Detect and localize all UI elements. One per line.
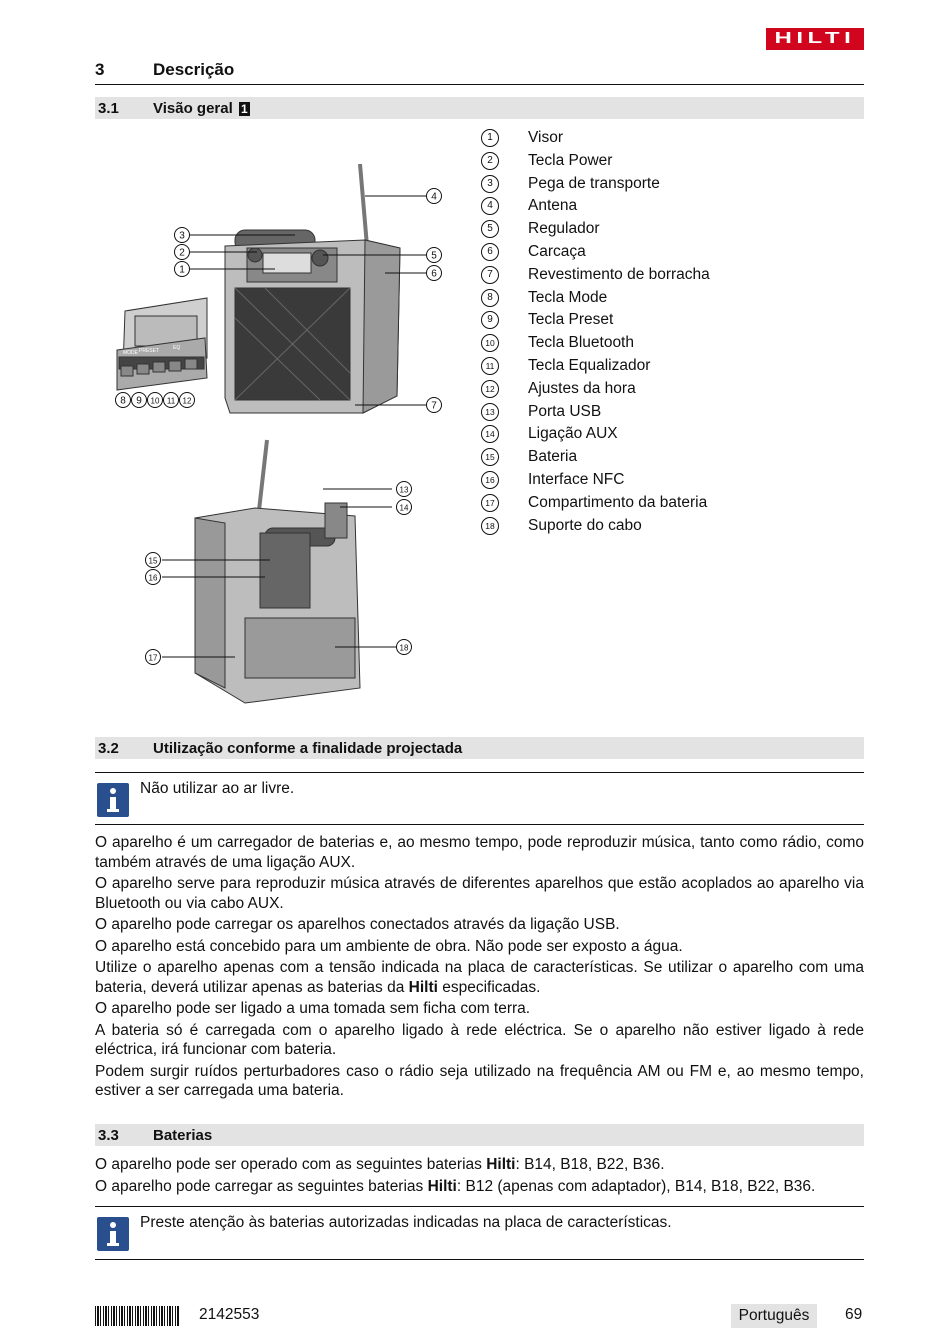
note-text: Não utilizar ao ar livre.	[140, 780, 295, 797]
svg-text:2: 2	[179, 247, 185, 259]
svg-text:13: 13	[399, 485, 409, 495]
subsection-heading-3-2	[95, 737, 864, 759]
svg-text:PRESET: PRESET	[139, 348, 160, 354]
svg-text:7: 7	[431, 400, 437, 412]
svg-text:18: 18	[399, 643, 409, 653]
callout-3	[175, 228, 190, 243]
callout-10	[148, 393, 163, 408]
language-tab: Português	[731, 1304, 817, 1328]
subsection-number: 3.2	[98, 740, 119, 757]
svg-text:10: 10	[150, 396, 160, 406]
legend-number: 2	[481, 152, 499, 170]
paragraph: O aparelho pode ser ligado a uma tomada sem ficha com terra.	[95, 1000, 531, 1017]
legend-number: 11	[481, 357, 499, 375]
legend-label: Ajustes da hora	[528, 379, 636, 397]
legend-number: 10	[481, 334, 499, 352]
legend-number: 17	[481, 494, 499, 512]
section-title: Descrição	[153, 60, 235, 79]
legend-label: Regulador	[528, 220, 600, 238]
callout-16	[146, 570, 161, 585]
legend-number: 16	[481, 471, 499, 489]
legend-label: Carcaça	[528, 242, 586, 260]
legend-number: 12	[481, 380, 499, 398]
callout-7	[427, 398, 442, 413]
paragraph: Podem surgir ruídos perturbadores caso o rádio seja utilizado na frequência AM ou FM e, ao mesmo tempo, estiver a ser carregada uma bateria.	[95, 1062, 864, 1099]
svg-text:9: 9	[136, 395, 142, 407]
legend-number: 6	[481, 243, 499, 261]
paragraph: Utilize o aparelho apenas com a tensão indicada na placa de características. Se utilizar o aparelho com uma bateria, deverá utilizar apenas as baterias da Hilti especificadas.	[95, 959, 864, 996]
svg-text:12: 12	[182, 396, 192, 406]
legend-label: Bateria	[528, 448, 578, 466]
callout-2	[175, 245, 190, 260]
svg-text:15: 15	[148, 556, 158, 566]
legend-number: 1	[481, 129, 499, 147]
subsection-title: Utilização conforme a finalidade projectada	[153, 740, 463, 757]
subsection-title: Visão geral 1	[153, 100, 248, 117]
radio-illustration	[95, 128, 465, 723]
callout-18	[397, 640, 412, 655]
legend-number: 8	[481, 289, 499, 307]
intended-use-paragraphs	[95, 833, 864, 1103]
callout-6	[427, 266, 442, 281]
legend-number: 7	[481, 266, 499, 284]
legend-label: Antena	[528, 197, 578, 215]
svg-text:5: 5	[431, 250, 437, 262]
subsection-number: 3.3	[98, 1127, 119, 1144]
barcode	[95, 1306, 180, 1326]
svg-text:EQ: EQ	[173, 345, 181, 351]
legend-number: 3	[481, 175, 499, 193]
legend-number: 4	[481, 197, 499, 215]
legend-label: Suporte do cabo	[528, 516, 642, 534]
callout-8	[116, 393, 131, 408]
paragraph: O aparelho é um carregador de baterias e, ao mesmo tempo, pode reproduzir música, tanto como rádio, como também através de uma ligação AUX.	[95, 834, 864, 871]
battery-line-2: O aparelho pode carregar as seguintes baterias Hilti: B12 (apenas com adaptador), B14, B18, B22, B36.	[95, 1178, 816, 1195]
callout-17	[146, 650, 161, 665]
svg-text:14: 14	[399, 503, 409, 513]
callout-13	[397, 482, 412, 497]
legend-label: Porta USB	[528, 402, 602, 420]
legend-label: Ligação AUX	[528, 425, 618, 443]
legend-label: Tecla Bluetooth	[528, 334, 634, 352]
paragraph: A bateria só é carregada com o aparelho ligado à rede eléctrica. Se o aparelho não estiver ligado à rede eléctrica, irá funcionar com bateria.	[95, 1021, 864, 1058]
callout-1	[175, 262, 190, 277]
callout-14	[397, 500, 412, 515]
svg-text:4: 4	[431, 191, 437, 203]
legend-label: Interface NFC	[528, 470, 625, 488]
legend-number: 9	[481, 311, 499, 329]
legend-label: Tecla Mode	[528, 288, 608, 306]
info-icon	[97, 1217, 129, 1251]
legend-label: Pega de transporte	[528, 174, 660, 192]
svg-text:8: 8	[120, 395, 126, 407]
info-note-outdoor	[95, 772, 864, 825]
subsection-heading-3-1	[95, 97, 864, 119]
callout-4	[427, 189, 442, 204]
svg-text:6: 6	[431, 268, 437, 280]
subsection-title: Baterias	[153, 1127, 213, 1144]
paragraph: O aparelho serve para reproduzir música através de diferentes aparelhos que estão acoplados ao aparelho via Bluetooth ou via cabo AUX.	[95, 875, 864, 912]
paragraph: O aparelho pode carregar os aparelhos conectados através da ligação USB.	[95, 916, 620, 933]
info-icon	[97, 783, 129, 817]
subsection-number: 3.1	[98, 100, 119, 117]
hilti-logo: HILTI	[766, 28, 864, 50]
callout-15	[146, 553, 161, 568]
legend-number: 18	[481, 517, 499, 535]
battery-line-1: O aparelho pode ser operado com as seguintes baterias Hilti: B14, B18, B22, B36.	[95, 1156, 665, 1173]
callout-9	[132, 393, 147, 408]
figure-ref-badge: 1	[240, 102, 248, 116]
info-note-batteries	[95, 1206, 864, 1260]
legend-number: 15	[481, 448, 499, 466]
svg-text:1: 1	[179, 264, 185, 276]
legend-label: Tecla Power	[528, 151, 613, 169]
svg-text:17: 17	[148, 653, 158, 663]
note-text: Preste atenção às baterias autorizadas indicadas na placa de características.	[140, 1214, 672, 1231]
legend-number: 14	[481, 425, 499, 443]
legend-label: Compartimento da bateria	[528, 493, 708, 511]
svg-text:11: 11	[166, 396, 176, 406]
legend-label: Tecla Equalizador	[528, 356, 651, 374]
callout-12	[180, 393, 195, 408]
callout-5	[427, 248, 442, 263]
legend-number: 5	[481, 220, 499, 238]
svg-text:MODE: MODE	[123, 350, 138, 356]
callout-11	[164, 393, 179, 408]
legend-number: 13	[481, 403, 499, 421]
subsection-heading-3-3	[95, 1124, 864, 1146]
section-number: 3	[95, 60, 105, 79]
section-heading	[95, 58, 864, 85]
legend-label: Tecla Preset	[528, 311, 614, 329]
document-code: 2142553	[199, 1306, 260, 1323]
paragraph: O aparelho está concebido para um ambiente de obra. Não pode ser exposto a água.	[95, 937, 683, 955]
svg-text:16: 16	[148, 573, 158, 583]
svg-text:3: 3	[179, 230, 185, 242]
legend-label: Revestimento de borracha	[528, 265, 710, 283]
page-number: 69	[845, 1306, 863, 1323]
legend-label: Visor	[528, 129, 564, 146]
